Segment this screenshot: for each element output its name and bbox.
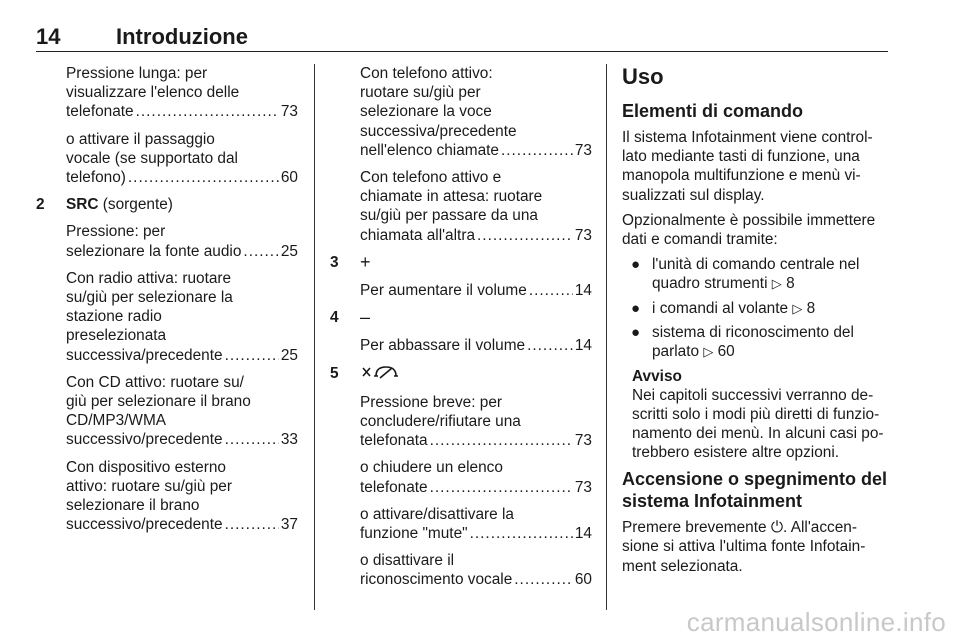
- item-label-bold: SRC: [66, 196, 99, 214]
- dot-leader: [514, 570, 573, 589]
- page-ref: 60: [280, 169, 298, 187]
- bullet-icon: ●: [631, 256, 641, 274]
- plus-icon: +: [360, 251, 371, 272]
- column-1: [36, 64, 298, 542]
- numbered-item-3: [330, 253, 592, 273]
- dot-leader: [470, 524, 573, 543]
- power-icon: ⏻: [770, 519, 784, 537]
- page-ref: 25: [280, 346, 298, 364]
- page-ref: 73: [574, 478, 592, 496]
- paragraph: [36, 269, 298, 365]
- entry-text: riconoscimento vocale: [360, 571, 513, 589]
- dot-leader: [501, 141, 573, 160]
- toc-entry: [360, 226, 592, 245]
- toc-entry: [360, 478, 592, 497]
- paragraph: [330, 336, 592, 355]
- line: Pressione lunga: per: [66, 65, 208, 82]
- bullet-item: [622, 299, 890, 318]
- line: successiva/precedente: [360, 122, 517, 140]
- entry-text: Per abbassare il volume: [360, 337, 526, 355]
- entry-text: nell'elenco chiamate: [360, 141, 499, 159]
- line: selezionare il brano: [66, 497, 200, 515]
- toc-entry: [360, 336, 592, 355]
- page-ref: 73: [574, 141, 592, 159]
- line: preselezionata: [66, 327, 167, 345]
- bullet-ref: 8: [786, 275, 795, 293]
- numbered-item-4: [330, 308, 592, 328]
- line: Con radio attiva: ruotare: [66, 269, 232, 287]
- page-ref: 33: [280, 431, 298, 449]
- numbered-item-5: [330, 364, 592, 385]
- page-ref-arrow-icon: ▷: [792, 300, 803, 316]
- item-number: 4: [330, 309, 339, 327]
- page-header: [36, 24, 888, 54]
- text-part: Premere brevemente: [622, 519, 771, 537]
- line: giù per selezionare il brano: [66, 393, 251, 411]
- dot-leader: [527, 336, 573, 355]
- bullet-text: sistema di riconoscimento del parlato: [652, 323, 854, 361]
- line: o chiudere un elenco: [360, 459, 503, 477]
- page-ref: 25: [280, 242, 298, 260]
- body-paragraph: [622, 518, 890, 576]
- toc-entry: [66, 515, 298, 534]
- dot-leader: [430, 478, 573, 497]
- watermark: carmanualsonline.info: [686, 607, 946, 637]
- entry-text: Per aumentare il volume: [360, 282, 527, 300]
- toc-entry: [66, 168, 298, 187]
- entry-text: telefonata: [360, 432, 428, 450]
- body-paragraph: Opzionalmente è possibile immettere dati e comandi tramite:: [622, 211, 876, 249]
- paragraph: [330, 505, 592, 543]
- subsection-title: Elementi di comando: [622, 101, 804, 121]
- page-ref-arrow-icon: ▷: [771, 276, 782, 292]
- bullet-icon: ●: [631, 323, 641, 341]
- header-rule: [36, 51, 888, 52]
- dot-leader: [136, 102, 279, 121]
- paragraph: [330, 281, 592, 300]
- line: Con telefono attivo e: [360, 169, 502, 187]
- dot-leader: [128, 168, 279, 187]
- column-divider-1: [314, 64, 315, 610]
- paragraph: [330, 551, 592, 589]
- bullet-ref: 60: [717, 343, 735, 361]
- item-number: 2: [36, 196, 45, 214]
- dot-leader: [225, 346, 279, 365]
- entry-text: chiamata all'altra: [360, 226, 476, 244]
- toc-entry: [66, 430, 298, 449]
- note-title: Avviso: [632, 368, 682, 386]
- bullet-text: i comandi al volante: [652, 299, 789, 317]
- paragraph: [330, 64, 592, 160]
- toc-entry: [66, 102, 298, 121]
- page-ref: 14: [574, 282, 592, 300]
- subsection-title: Accensione o spegnimento del sistema Infotainment: [622, 469, 888, 512]
- line: o attivare/disattivare la: [360, 505, 514, 523]
- toc-entry: [360, 524, 592, 543]
- bullet-icon: ●: [631, 299, 641, 317]
- page-ref: 73: [574, 226, 592, 244]
- bullet-ref: 8: [806, 299, 816, 317]
- minus-icon: –: [360, 307, 371, 328]
- line: Con telefono attivo:: [360, 65, 493, 82]
- numbered-item-2: [36, 195, 298, 214]
- toc-entry: [360, 570, 592, 589]
- dot-leader: [225, 430, 279, 449]
- dot-leader: [430, 431, 573, 450]
- paragraph: [36, 130, 298, 188]
- item-number: 3: [330, 253, 339, 271]
- line: su/giù per selezionare la: [66, 289, 233, 307]
- line: chiamate in attesa: ruotare: [360, 188, 543, 206]
- entry-text: successivo/precedente: [66, 431, 223, 449]
- line: Pressione: per: [66, 223, 166, 241]
- line: Pressione breve: per: [360, 393, 503, 411]
- line: ruotare su/giù per: [360, 84, 481, 102]
- line: stazione radio: [66, 308, 162, 326]
- toc-entry: [360, 431, 592, 450]
- column-divider-2: [606, 64, 607, 610]
- entry-text: successiva/precedente: [66, 346, 223, 364]
- dot-leader: [477, 226, 573, 245]
- line: su/giù per passare da una: [360, 207, 538, 225]
- paragraph: [330, 168, 592, 245]
- note-box: [632, 367, 890, 462]
- line: Con dispositivo esterno: [66, 458, 226, 476]
- section-title: Uso: [622, 64, 664, 89]
- paragraph: [36, 64, 298, 122]
- paragraph: [36, 458, 298, 535]
- bullet-list: [622, 255, 890, 361]
- paragraph: [36, 222, 298, 260]
- page-ref: 73: [280, 103, 298, 121]
- line: attivo: ruotare su/giù per: [66, 477, 232, 495]
- page-ref: 14: [574, 337, 592, 355]
- line: concludere/rifiutare una: [360, 413, 521, 431]
- entry-text: telefonate: [360, 478, 428, 496]
- body-paragraph: Il sistema Infotainment viene control-lato mediante tasti di funzione, una manopola multifunzione e menù vi-sualizzati sul display.: [622, 129, 873, 204]
- page-ref-arrow-icon: ▷: [703, 344, 714, 360]
- line: visualizzare l'elenco delle: [66, 84, 240, 102]
- bullet-item: [622, 255, 890, 293]
- item-label: (sorgente): [98, 196, 173, 214]
- dot-leader: [243, 242, 278, 261]
- mute-hangup-icon: [360, 367, 400, 384]
- column-2: [330, 64, 592, 598]
- entry-text: successivo/precedente: [66, 516, 223, 534]
- toc-entry: [66, 346, 298, 365]
- chapter-title: Introduzione: [116, 24, 248, 49]
- dot-leader: [529, 281, 573, 300]
- toc-entry: [360, 141, 592, 160]
- column-3: [622, 64, 890, 582]
- entry-text: funzione "mute": [360, 525, 468, 543]
- mute-hangup-icon-svg: [360, 364, 400, 380]
- paragraph: [36, 373, 298, 450]
- toc-entry: [66, 242, 298, 261]
- line: selezionare la voce: [360, 103, 492, 121]
- line: vocale (se supportato dal: [66, 149, 238, 167]
- page-ref: 14: [574, 525, 592, 543]
- entry-text: telefonate: [66, 103, 134, 121]
- line: o attivare il passaggio: [66, 130, 215, 148]
- page-ref: 73: [574, 432, 592, 450]
- line: o disattivare il: [360, 552, 455, 570]
- page-number: 14: [36, 24, 61, 49]
- bullet-text: l'unità di comando centrale nel quadro strumenti: [652, 256, 860, 293]
- line: CD/MP3/WMA: [66, 412, 167, 430]
- paragraph: [330, 458, 592, 496]
- page-ref: 60: [574, 571, 592, 589]
- note-text: Nei capitoli successivi verranno de-scritti solo i modi più diretti di funzio-namento dei menù. In alcuni casi po-trebbero esistere altre opzioni.: [632, 387, 884, 462]
- entry-text: selezionare la fonte audio: [66, 242, 242, 260]
- paragraph: [330, 393, 592, 451]
- text-part: . All'accen-sione si attiva l'ultima fonte Infotain-ment selezionata.: [622, 519, 866, 575]
- page-ref: 37: [280, 516, 298, 534]
- item-number: 5: [330, 364, 339, 382]
- line: Con CD attivo: ruotare su/: [66, 373, 244, 391]
- bullet-item: [622, 323, 890, 361]
- dot-leader: [225, 515, 279, 534]
- entry-text: telefono): [66, 169, 126, 187]
- toc-entry: [360, 281, 592, 300]
